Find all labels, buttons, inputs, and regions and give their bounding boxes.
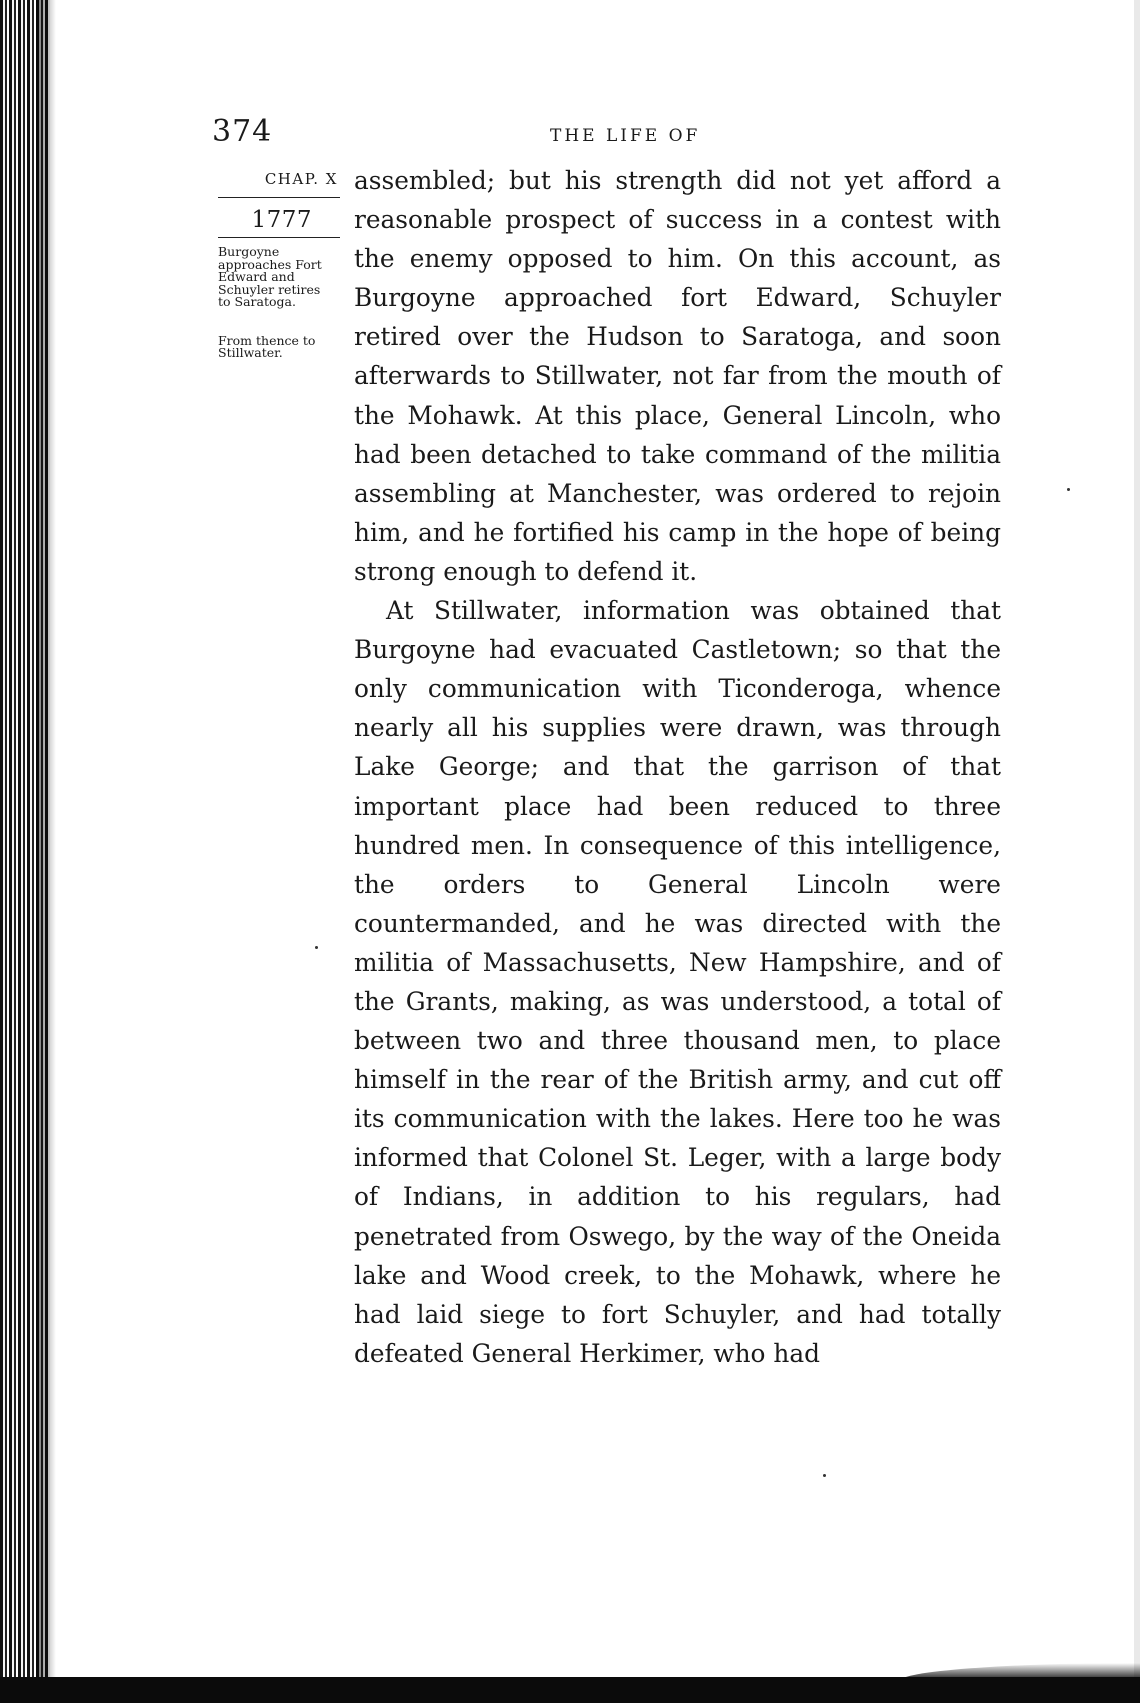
year-rule	[218, 237, 340, 238]
chapter-rule	[218, 197, 340, 198]
margin-note: Burgoyne approaches Fort Edward and Schuyler retires to Saratoga.	[218, 244, 322, 309]
page-edge	[1134, 0, 1140, 1703]
scan-bottom-border	[0, 1677, 1140, 1703]
running-title: THE LIFE OF	[550, 126, 701, 146]
gutter-shadow	[36, 0, 56, 1703]
chapter-label: CHAP. X	[264, 170, 338, 188]
scan-speck	[1067, 488, 1070, 491]
page-number: 374	[212, 114, 273, 149]
paragraph: assembled; but his strength did not yet afford a reasonable prospect of success in a contest with the enemy opposed to him. On this account, as Burgoyne approached fort Edward, Schuyler retired over the Hudson to Saratoga, and soon afterwards to Stillwater, not far from the mouth of the Mohawk. At this place, General Lincoln, who had been detached to take command of the militia assembling at Manchester, was ordered to rejoin him, and he fortified his camp in the hope of being strong enough to defend it.	[354, 166, 1001, 586]
paragraph: At Stillwater, information was obtained that Burgoyne had evacuated Castletown; so that the only communication with Ticonderoga, whence nearly all his supplies were drawn, was through Lake George; and that the garrison of that important place had been reduced to three hundred men. In consequence of this intelligence, the orders to General Lincoln were countermanded, and he was directed with the militia of Massachusetts, New Hampshire, and of the Grants, making, as was understood, a total of between two and three thousand men, to place himself in the rear of the British army, and cut off its communication with the lakes. Here too he was informed that Colonel St. Leger, with a large body of Indians, in addition to his regulars, had penetrated from Oswego, by the way of the Oneida lake and Wood creek, to the Mohawk, where he had laid siege to fort Schuyler, and had totally defeated General Herkimer, who had	[354, 596, 1001, 1368]
year-label: 1777	[251, 207, 312, 233]
margin-note: From thence to Stillwater.	[218, 332, 316, 360]
scan-speck	[315, 946, 318, 949]
scan-speck	[823, 1474, 826, 1477]
margin-notes	[218, 170, 340, 360]
body-text	[354, 161, 1001, 1373]
